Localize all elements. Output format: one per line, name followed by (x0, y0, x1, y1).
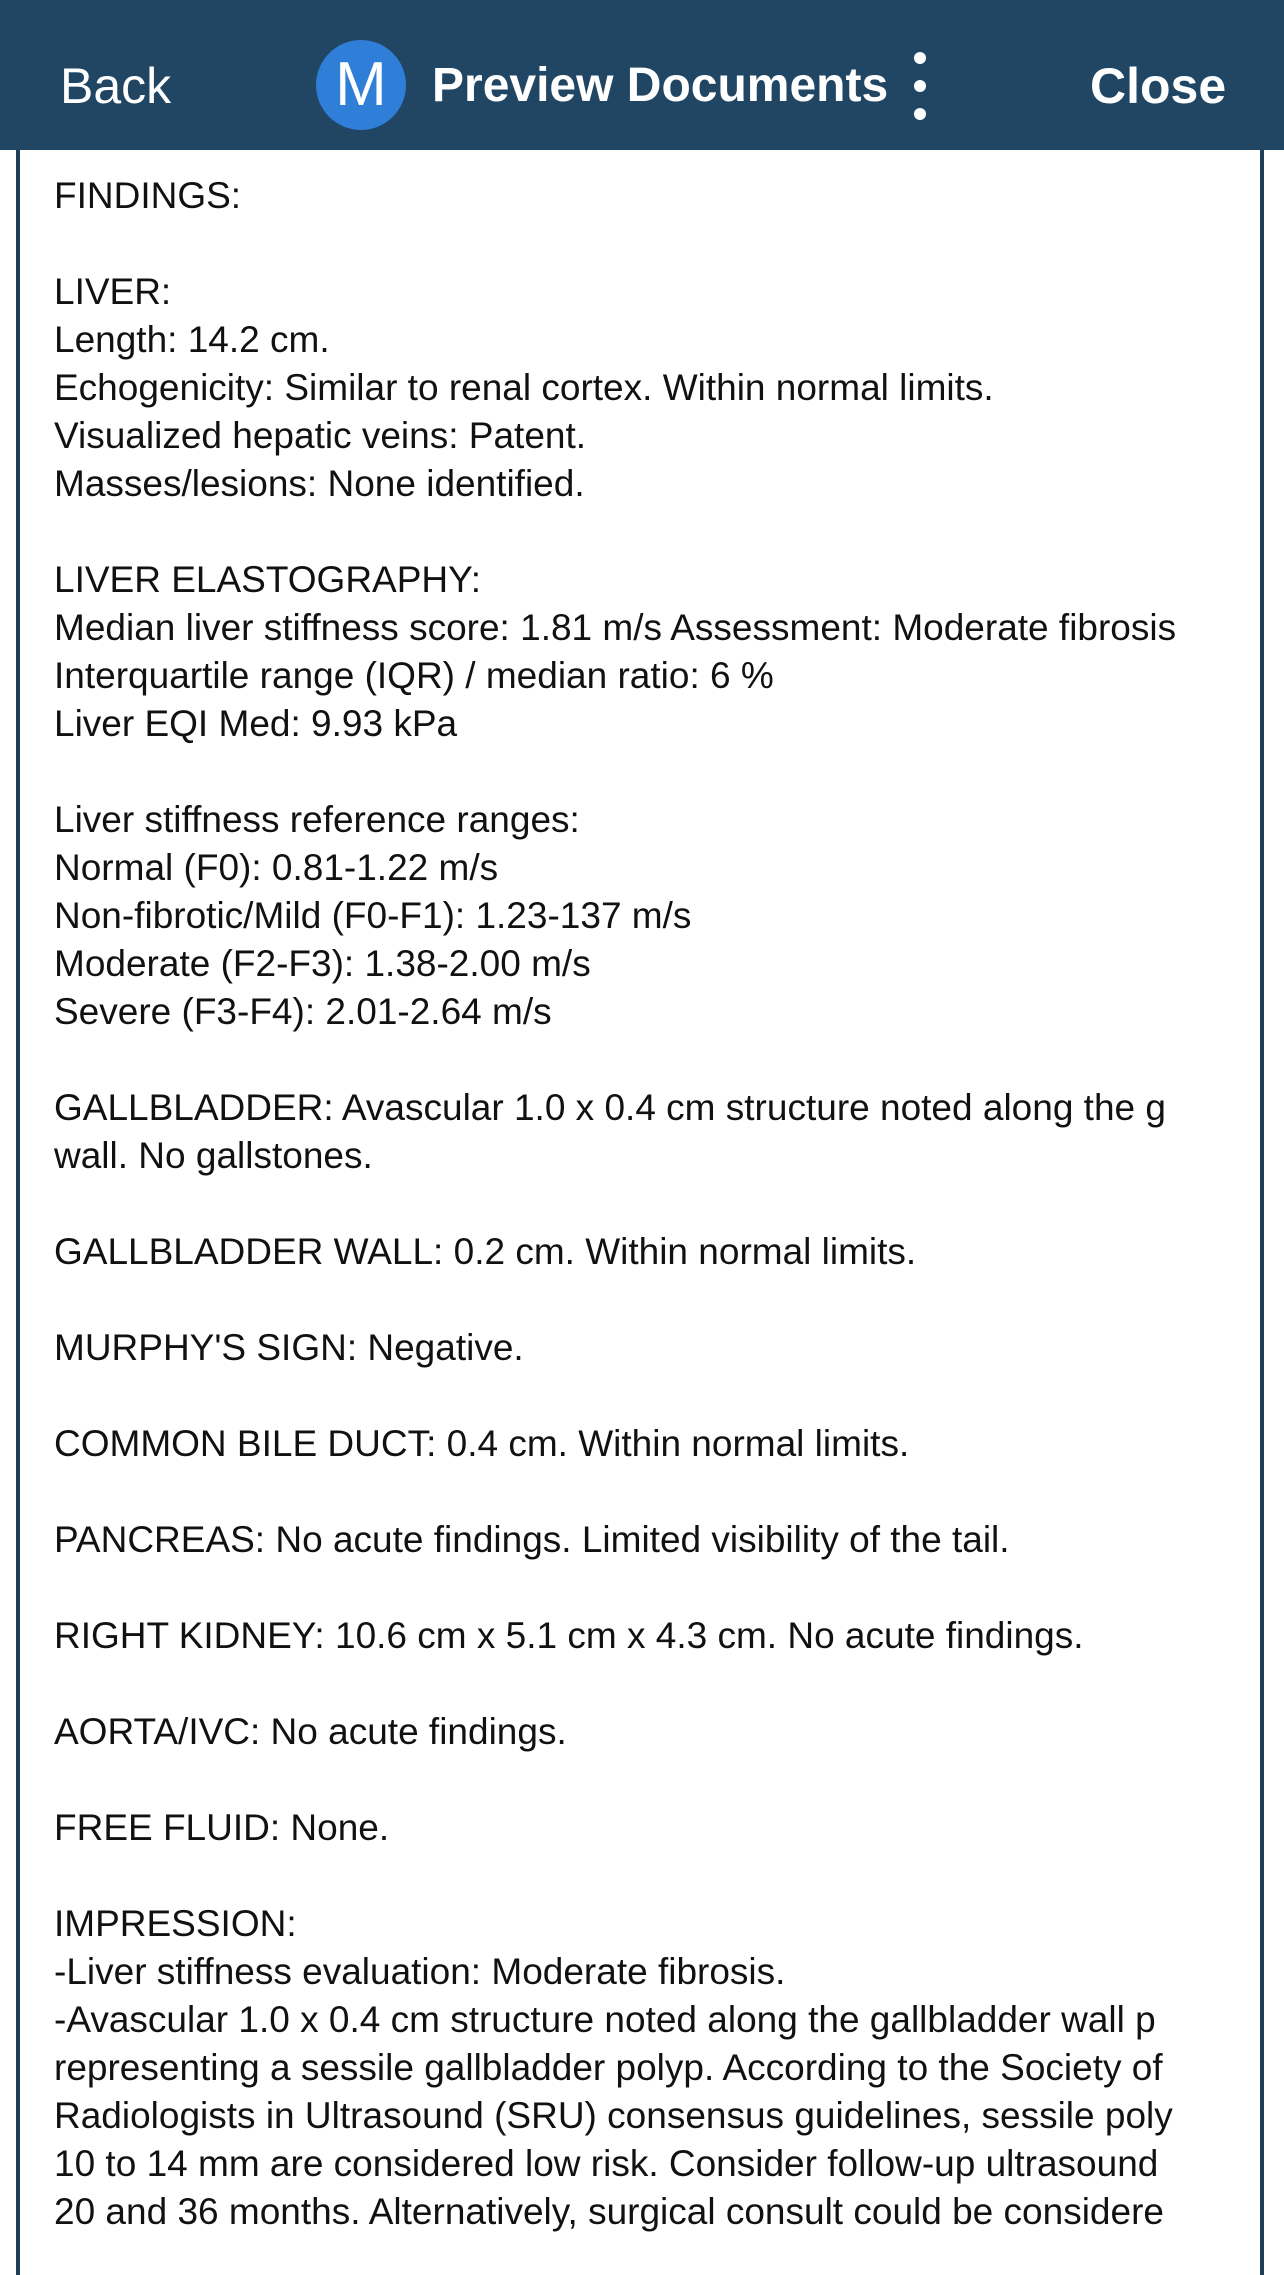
document-line: RIGHT KIDNEY: 10.6 cm x 5.1 cm x 4.3 cm. No acute findings. (54, 1615, 1084, 1656)
document-line: Liver EQI Med: 9.93 kPa (54, 703, 458, 744)
document-line: 10 to 14 mm are considered low risk. Consider follow-up ultrasound (54, 2143, 1159, 2184)
document-line: 20 and 36 months. Alternatively, surgical consult could be considere (54, 2191, 1164, 2232)
document-line: AORTA/IVC: No acute findings. (54, 1711, 567, 1752)
document-line: -Liver stiffness evaluation: Moderate fibrosis. (54, 1951, 786, 1992)
document-preview-pane[interactable] (16, 150, 1264, 2275)
document-line: Liver stiffness reference ranges: (54, 799, 580, 840)
document-line: Severe (F3-F4): 2.01-2.64 m/s (54, 991, 552, 1032)
document-line: Echogenicity: Similar to renal cortex. Within normal limits. (54, 367, 994, 408)
document-line: GALLBLADDER: Avascular 1.0 x 0.4 cm structure noted along the g (54, 1087, 1166, 1128)
blank-line (54, 220, 1264, 268)
app-avatar-icon: M (316, 40, 406, 130)
document-line: FREE FLUID: None. (54, 1807, 390, 1848)
document-line: Moderate (F2-F3): 1.38-2.00 m/s (54, 943, 591, 984)
document-line: GALLBLADDER WALL: 0.2 cm. Within normal limits. (54, 1231, 917, 1272)
document-line: Radiologists in Ultrasound (SRU) consensus guidelines, sessile poly (54, 2095, 1173, 2136)
page-title: Preview Documents (432, 59, 889, 112)
blank-line (54, 1180, 1264, 1228)
document-line: Median liver stiffness score: 1.81 m/s Assessment: Moderate fibrosis (54, 607, 1177, 648)
document-line: Non-fibrotic/Mild (F0-F1): 1.23-137 m/s (54, 895, 692, 936)
document-line: LIVER: (54, 271, 172, 312)
document-text (54, 172, 1264, 2236)
close-button[interactable]: Close (1090, 58, 1227, 114)
blank-line (54, 1468, 1264, 1516)
document-line: PANCREAS: No acute findings. Limited visibility of the tail. (54, 1519, 1010, 1560)
document-line: Length: 14.2 cm. (54, 319, 330, 360)
document-line: MURPHY'S SIGN: Negative. (54, 1327, 524, 1368)
document-line: Normal (F0): 0.81-1.22 m/s (54, 847, 499, 888)
document-line: FINDINGS: (54, 175, 242, 216)
back-button[interactable]: Back (60, 58, 172, 114)
document-line: Masses/lesions: None identified. (54, 463, 585, 504)
document-line: IMPRESSION: (54, 1903, 297, 1944)
blank-line (54, 1756, 1264, 1804)
blank-line (54, 1564, 1264, 1612)
document-line: wall. No gallstones. (54, 1135, 373, 1176)
document-line: representing a sessile gallbladder polyp. According to the Society of (54, 2047, 1163, 2088)
blank-line (54, 1660, 1264, 1708)
document-line: Visualized hepatic veins: Patent. (54, 415, 587, 456)
document-line: LIVER ELASTOGRAPHY: (54, 559, 482, 600)
blank-line (54, 1036, 1264, 1084)
vertical-ellipsis-icon[interactable] (896, 52, 944, 120)
document-line: Interquartile range (IQR) / median ratio: 6 % (54, 655, 774, 696)
blank-line (54, 508, 1264, 556)
document-line: -Avascular 1.0 x 0.4 cm structure noted along the gallbladder wall p (54, 1999, 1156, 2040)
blank-line (54, 1276, 1264, 1324)
blank-line (54, 748, 1264, 796)
top-navigation-bar (0, 0, 1284, 150)
blank-line (54, 1372, 1264, 1420)
document-line: COMMON BILE DUCT: 0.4 cm. Within normal limits. (54, 1423, 910, 1464)
blank-line (54, 1852, 1264, 1900)
